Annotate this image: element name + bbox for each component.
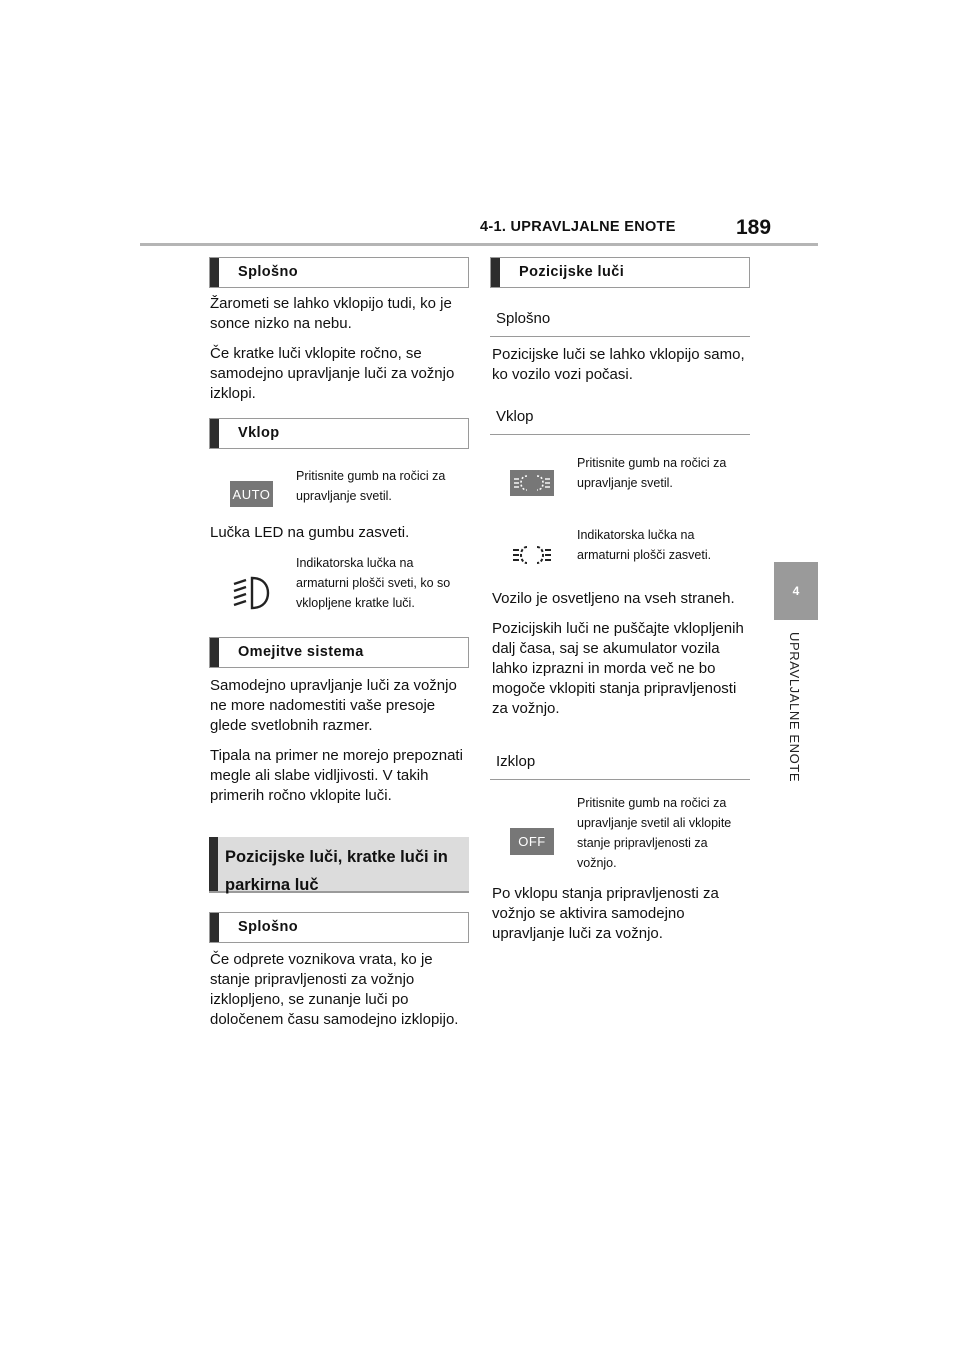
- header-rule: [140, 243, 818, 246]
- subheading-izklop: [490, 743, 750, 780]
- paragraph: Pozicijskih luči ne puščajte vklopljenih dalj časa, saj se akumulator vozila lahko izprazni in morda več ne bo mogoče vklopiti stanja pripravljenosti za vožnjo.: [492, 620, 744, 717]
- paragraph: Vozilo je osvetljeno na vseh straneh.: [492, 590, 735, 607]
- left-omejitve-text: [210, 676, 465, 806]
- paragraph: Po vklopu stanja pripravljenosti za vožnjo se aktivira samodejno upravljanje luči za vožnjo.: [492, 885, 719, 942]
- parking-light-icon: [513, 474, 551, 492]
- off-button-icon: OFF: [510, 828, 554, 855]
- paragraph: Lučka LED na gumbu zasveti.: [210, 524, 410, 541]
- big-heading-line: Pozicijske luči, kratke luči in: [225, 848, 448, 866]
- heading-text: Vklop: [238, 425, 280, 441]
- chapter-label: UPRAVLJALNE ENOTE: [787, 632, 802, 783]
- subheading-text: Vklop: [496, 408, 534, 425]
- paragraph: Žarometi se lahko vklopijo tudi, ko je sonce nizko na nebu.: [210, 295, 452, 332]
- paragraph: Tipala na primer ne morejo prepoznati megle ali slabe vidljivosti. V takih primerih ročno vklopite luči.: [210, 747, 463, 804]
- heading-bar: [491, 258, 500, 287]
- off-button-description: Pritisnite gumb na ročici za upravljanje svetil ali vklopite stanje pripravljenosti za vožnjo.: [577, 796, 732, 870]
- right-vklop-text: [492, 589, 747, 719]
- page-number: 189: [736, 216, 772, 239]
- heading-bar: [210, 258, 219, 287]
- big-heading-text: [225, 843, 448, 899]
- paragraph: Samodejno upravljanje luči za vožnjo ne more nadomestiti vaše presoje glede svetlobnih razmer.: [210, 677, 457, 734]
- heading-text: Omejitve sistema: [238, 644, 364, 660]
- paragraph: Pozicijske luči se lahko vklopijo samo, ko vozilo vozi počasi.: [492, 346, 745, 383]
- heading-bar: [210, 419, 219, 448]
- left-splosno-text: [210, 294, 465, 404]
- heading-text: Splošno: [238, 919, 298, 935]
- chapter-tab: [774, 562, 818, 620]
- auto-button-description: Pritisnite gumb na ročici za upravljanje svetil.: [296, 469, 446, 503]
- auto-button-icon: AUTO: [230, 481, 273, 507]
- heading-vklop: [209, 418, 469, 449]
- subheading-text: Izklop: [496, 753, 536, 770]
- indicator-description: Indikatorska lučka na armaturni plošči zasveti.: [577, 528, 712, 562]
- subheading-text: Splošno: [496, 310, 551, 327]
- parking-light-indicator-icon: [512, 544, 552, 566]
- heading-splosno-2: [209, 912, 469, 943]
- low-beam-indicator-icon: [228, 574, 272, 612]
- parking-light-button: [510, 470, 554, 496]
- heading-pozicijske-luci: [490, 257, 750, 288]
- paragraph: Če kratke luči vklopite ročno, se samodejno upravljanje luči za vožnjo izklopi.: [210, 345, 455, 402]
- chapter-number: 4: [792, 584, 800, 598]
- big-heading-line: parkirna luč: [225, 876, 319, 894]
- heading-bar: [209, 837, 218, 891]
- heading-splosno: [209, 257, 469, 288]
- paragraph: Če odprete voznikova vrata, ko je stanje pripravljenosti za vožnjo izklopljeno, se zunanje luči po določenem času samodejno izklopijo.: [210, 951, 459, 1028]
- big-section-heading: [209, 837, 469, 893]
- heading-text: Splošno: [238, 264, 298, 280]
- indicator-description: Indikatorska lučka na armaturni plošči sveti, ko so vklopljene kratke luči.: [296, 556, 451, 610]
- subheading-vklop: [490, 398, 750, 435]
- parking-button-description: Pritisnite gumb na ročici za upravljanje svetil.: [577, 456, 727, 490]
- subheading-splosno: [490, 300, 750, 337]
- heading-bar: [210, 638, 219, 667]
- heading-omejitve: [209, 637, 469, 668]
- heading-bar: [210, 913, 219, 942]
- section-header: 4-1. UPRAVLJALNE ENOTE: [480, 219, 676, 235]
- heading-text: Pozicijske luči: [519, 264, 625, 280]
